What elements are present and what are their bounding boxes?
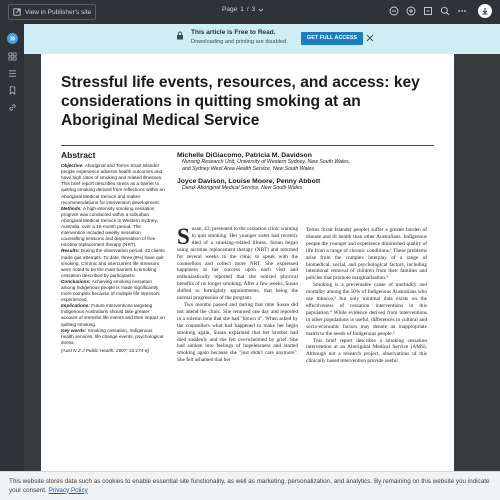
search-icon <box>440 6 450 16</box>
abstract-methods <box>61 206 165 249</box>
affiliation-line: and Sydney West Area Health Service, New South Wales <box>182 165 314 172</box>
external-link-icon <box>13 8 21 16</box>
body-paragraph: Smoking is a preventable cause of morbidity and mortality among the 50% of Indigenous Australians who use tobacco,³ but only minimal data exists on the effectiveness of cessation interventions in this population.⁴ While evidence derived from interventions in other populations is useful, differences in cultural and socio-economic factors may denote an inappropriate match to the needs of Indigenous people.⁵ <box>306 282 427 337</box>
abstract-label: Implications: <box>61 303 90 309</box>
document-page <box>41 54 454 500</box>
bookmark-icon[interactable] <box>8 86 17 95</box>
page-indicator[interactable] <box>222 6 264 13</box>
chevrons-right-icon <box>9 35 16 42</box>
lock-icon <box>176 31 184 40</box>
abstract-label: Results: <box>61 248 80 254</box>
body-column-2 <box>306 227 427 365</box>
abstract-text: During the observation period, 32 clients made quit attempts. To date, three (9%) have quit smoking. Chronic and intercurrent life stressors were noted to be the main barriers to smoking cessation described by participants. <box>61 248 165 278</box>
abstract-text: Future interventions targeting Indigenous Australians should take greater account of stressful life events and their impact on quitting smoking. <box>61 303 165 327</box>
view-publisher-label: View in Publisher's site <box>25 8 92 16</box>
banner-title: This article is Free to Read. <box>191 29 276 36</box>
abstract-label: Methods: <box>61 205 82 211</box>
abstract-conclusions <box>61 279 165 303</box>
abstract-section <box>61 152 165 354</box>
author-names: Joyce Davison, Louise Moore, Penny Abbott <box>177 178 321 186</box>
drop-cap: S <box>177 224 190 249</box>
zoom-out-button[interactable] <box>388 5 400 17</box>
page-total: 3 <box>251 6 256 13</box>
body-paragraph: usan, 43, presented to the cessation clinic wanting to quit smoking. Her younger sister had recently died of a smoking-related illness. Susan began using nicotine replacement therapy (NRT) and returned for several weeks to the clinic to speak with the counsellors and collect more NRT. She expressed happiness at her success upon each visit and enthusiastically reported that she noticed physical benefits of no longer smoking. After a few weeks, Susan shifted to fortnightly appointments, that being the normal progression of the program. <box>177 226 298 302</box>
abstract-text: A high-intensity smoking cessation program was conducted within a suburban Aboriginal Medical Service in Western Sydney, Australia, over a 10-month period. The intervention included weekly sessation counselling sessions and dispensation of free nicotine replacement therapy (NRT). <box>61 205 158 248</box>
abstract-label: Objective: <box>61 163 84 169</box>
abstract-results <box>61 248 165 278</box>
view-publisher-button[interactable] <box>8 4 96 20</box>
abstract-text: Achieving smoking cessation among Indigenous people is made significantly more complex because of multiple life stressors experienced. <box>61 278 160 303</box>
citation: (Aust N Z J Public Health. 2007; 31:174-6) <box>61 347 150 353</box>
page-label: Page <box>222 6 238 13</box>
body-paragraph: This brief report describes a smoking cessation intervention at an Aboriginal Medical Service (AMS). Although not a research project, observations of this clinically based intervention provide useful <box>306 337 427 365</box>
abstract-label: Key words: <box>61 327 87 333</box>
get-full-access-button[interactable]: GET FULL ACCESS <box>301 32 363 45</box>
author-affiliation <box>182 159 437 172</box>
body-paragraph: Two months passed and during that time Susan did not attend the clinic. She returned one day and reported in a solemn tone that she had "blown it". When asked by the counsellors what had happened to make her begin smoking again, Susan explained that her brother had died suddenly and she felt overwhelmed by grief. She had sunken into feelings of hopelessness and started smoking again because she "just didn't care anymore". She felt ashamed that her <box>177 301 298 364</box>
more-button[interactable] <box>456 5 468 17</box>
page-current: 1 <box>240 6 244 13</box>
link-icon[interactable] <box>8 103 17 112</box>
body-paragraph: Torres Strait Islander people) suffer a greater burden of disease and ill health than other Australians. Indigenous people die younger and experience diminished quality of life from a range of chronic conditions.¹ These problems arise from the complex interplay of a range of biomedical, social, and psychological factors, including intentional removal of children from their families and policies that promote marginalisation.² <box>306 227 427 282</box>
authors-section <box>177 152 437 198</box>
body-column-1 <box>177 226 298 364</box>
cookie-banner <box>0 471 500 500</box>
article-title: Stressful life events, resources, and access: key considerations in quitting smoking at an Aboriginal Medical Service <box>61 74 420 129</box>
fit-icon <box>423 6 433 16</box>
free-to-read-banner <box>24 24 500 54</box>
chevron-down-icon <box>258 7 264 13</box>
affiliation-line: Nursing Research Unit, University of Western Sydney, New South Wales, <box>182 159 351 165</box>
download-icon <box>481 7 489 15</box>
zoom-in-button[interactable] <box>405 5 417 17</box>
cookie-message: This website stores data such as cookies to enable essential site functionality, as well as marketing, personalization, and analytics. By remaining on this website you indicate your consent. <box>9 478 490 494</box>
page-separator: / <box>246 6 249 13</box>
download-button[interactable] <box>478 4 492 18</box>
expand-sidebar-button[interactable] <box>7 33 18 44</box>
close-icon[interactable] <box>366 34 374 42</box>
privacy-policy-link[interactable]: Privacy Policy <box>48 486 88 494</box>
abstract-text: Smoking cessation, Indigenous health services, life change events, psychological stress. <box>61 327 164 345</box>
abstract-objective <box>61 163 165 206</box>
minus-icon <box>389 6 399 16</box>
abstract-heading: Abstract <box>61 150 96 160</box>
abstract-implications <box>61 303 165 327</box>
plus-icon <box>406 6 416 16</box>
thumbnails-icon[interactable] <box>8 52 17 61</box>
top-toolbar <box>0 0 500 24</box>
outline-icon[interactable] <box>8 69 17 78</box>
abstract-keywords <box>61 328 165 346</box>
abstract-label: Conclusions: <box>61 278 91 284</box>
cookie-text <box>9 478 493 495</box>
affiliation-line: Daruk Aboriginal Medical Service, New South Wales <box>182 185 303 192</box>
search-button[interactable] <box>439 5 451 17</box>
author-affiliation <box>182 185 437 192</box>
banner-subtitle: Downloading and printing are disabled. <box>191 39 288 45</box>
author-names: Michelle DiGiacomo, Patricia M. Davidson <box>177 152 312 159</box>
abstract-text: Aboriginal and Torres Strait Islander people experience adverse health outcomes and have high rates of smoking and related illnesses. This brief report describes stress as a barrier to quitting smoking derived from reflections within an Aboriginal Medical Service and makes recommendations for intervention development. <box>61 163 165 205</box>
more-icon <box>457 6 467 16</box>
toolbar-icons <box>388 5 468 17</box>
left-rail <box>0 24 24 500</box>
fit-page-button[interactable] <box>422 5 434 17</box>
title-divider <box>61 145 434 146</box>
